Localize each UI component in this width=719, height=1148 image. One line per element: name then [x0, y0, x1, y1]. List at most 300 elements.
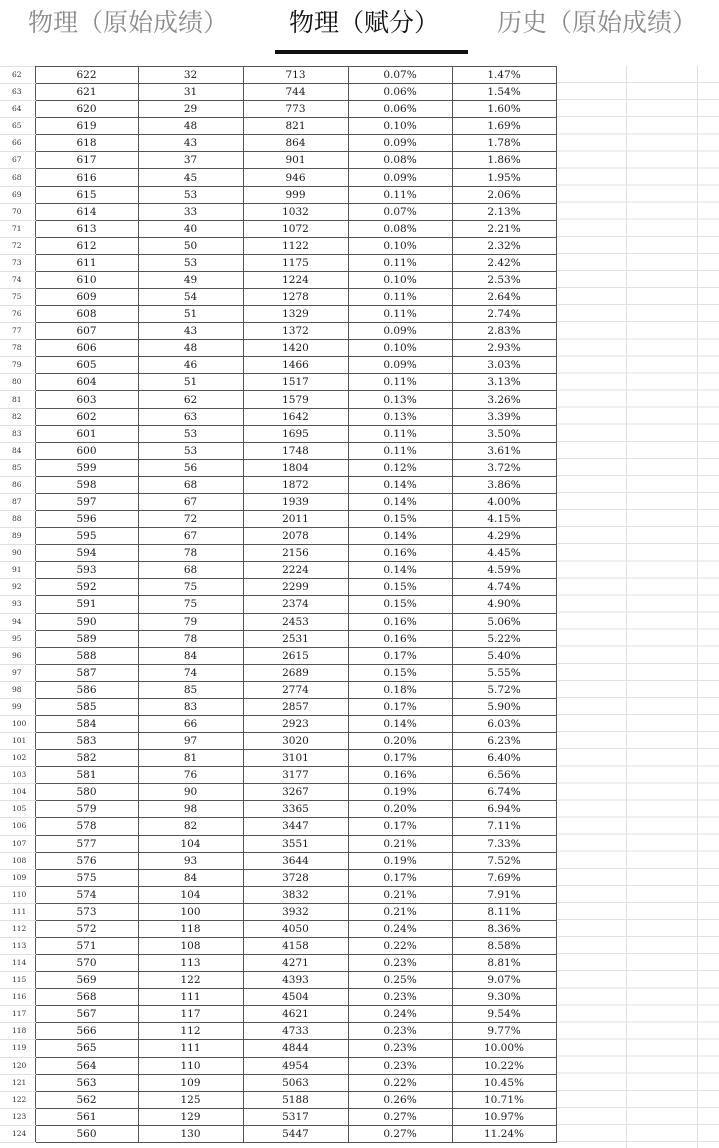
percent-cell[interactable]: 0.25% — [348, 972, 452, 989]
score-cell[interactable]: 587 — [35, 664, 138, 681]
cumulative-count-cell[interactable]: 1329 — [243, 306, 348, 323]
count-cell[interactable]: 81 — [138, 750, 243, 767]
score-cell[interactable]: 594 — [35, 545, 138, 562]
cumulative-percent-cell[interactable]: 7.69% — [452, 869, 556, 886]
score-cell[interactable]: 605 — [35, 357, 138, 374]
percent-cell[interactable]: 0.16% — [348, 545, 452, 562]
count-cell[interactable]: 54 — [138, 289, 243, 306]
tab-physics-raw[interactable]: 物理（原始成绩） — [28, 8, 229, 37]
score-cell[interactable]: 610 — [35, 271, 138, 288]
count-cell[interactable]: 51 — [138, 374, 243, 391]
cumulative-percent-cell[interactable]: 3.03% — [452, 357, 556, 374]
cumulative-count-cell[interactable]: 2224 — [243, 562, 348, 579]
cumulative-percent-cell[interactable]: 7.33% — [452, 835, 556, 852]
percent-cell[interactable]: 0.09% — [348, 135, 452, 152]
score-cell[interactable]: 571 — [35, 937, 138, 954]
cumulative-percent-cell[interactable]: 5.90% — [452, 698, 556, 715]
cumulative-count-cell[interactable]: 901 — [243, 152, 348, 169]
cumulative-percent-cell[interactable]: 8.81% — [452, 955, 556, 972]
cumulative-count-cell[interactable]: 1466 — [243, 357, 348, 374]
count-cell[interactable]: 82 — [138, 818, 243, 835]
cumulative-percent-cell[interactable]: 6.56% — [452, 767, 556, 784]
count-cell[interactable]: 98 — [138, 801, 243, 818]
cumulative-count-cell[interactable]: 713 — [243, 67, 348, 84]
cumulative-percent-cell[interactable]: 1.95% — [452, 169, 556, 186]
cumulative-percent-cell[interactable]: 2.13% — [452, 203, 556, 220]
score-cell[interactable]: 597 — [35, 493, 138, 510]
count-cell[interactable]: 110 — [138, 1057, 243, 1074]
count-cell[interactable]: 49 — [138, 271, 243, 288]
cumulative-count-cell[interactable]: 1278 — [243, 289, 348, 306]
cumulative-percent-cell[interactable]: 9.77% — [452, 1023, 556, 1040]
percent-cell[interactable]: 0.11% — [348, 374, 452, 391]
cumulative-count-cell[interactable]: 1072 — [243, 220, 348, 237]
score-cell[interactable]: 580 — [35, 784, 138, 801]
cumulative-count-cell[interactable]: 3728 — [243, 869, 348, 886]
cumulative-count-cell[interactable]: 744 — [243, 84, 348, 101]
count-cell[interactable]: 48 — [138, 118, 243, 135]
percent-cell[interactable]: 0.16% — [348, 630, 452, 647]
score-cell[interactable]: 609 — [35, 289, 138, 306]
cumulative-percent-cell[interactable]: 4.29% — [452, 528, 556, 545]
cumulative-count-cell[interactable]: 4621 — [243, 1006, 348, 1023]
cumulative-count-cell[interactable]: 4050 — [243, 920, 348, 937]
percent-cell[interactable]: 0.20% — [348, 801, 452, 818]
percent-cell[interactable]: 0.21% — [348, 886, 452, 903]
percent-cell[interactable]: 0.13% — [348, 408, 452, 425]
count-cell[interactable]: 32 — [138, 67, 243, 84]
score-cell[interactable]: 562 — [35, 1091, 138, 1108]
score-cell[interactable]: 607 — [35, 323, 138, 340]
count-cell[interactable]: 67 — [138, 493, 243, 510]
count-cell[interactable]: 122 — [138, 972, 243, 989]
cumulative-percent-cell[interactable]: 9.07% — [452, 972, 556, 989]
count-cell[interactable]: 118 — [138, 920, 243, 937]
percent-cell[interactable]: 0.15% — [348, 664, 452, 681]
cumulative-count-cell[interactable]: 2923 — [243, 715, 348, 732]
count-cell[interactable]: 104 — [138, 835, 243, 852]
count-cell[interactable]: 83 — [138, 698, 243, 715]
score-cell[interactable]: 577 — [35, 835, 138, 852]
score-cell[interactable]: 590 — [35, 613, 138, 630]
cumulative-count-cell[interactable]: 3020 — [243, 733, 348, 750]
percent-cell[interactable]: 0.17% — [348, 750, 452, 767]
cumulative-percent-cell[interactable]: 1.69% — [452, 118, 556, 135]
score-cell[interactable]: 565 — [35, 1040, 138, 1057]
cumulative-count-cell[interactable]: 2453 — [243, 613, 348, 630]
percent-cell[interactable]: 0.14% — [348, 476, 452, 493]
score-cell[interactable]: 602 — [35, 408, 138, 425]
cumulative-percent-cell[interactable]: 2.42% — [452, 254, 556, 271]
cumulative-percent-cell[interactable]: 1.86% — [452, 152, 556, 169]
cumulative-count-cell[interactable]: 1420 — [243, 340, 348, 357]
cumulative-percent-cell[interactable]: 10.00% — [452, 1040, 556, 1057]
percent-cell[interactable]: 0.10% — [348, 118, 452, 135]
score-cell[interactable]: 604 — [35, 374, 138, 391]
count-cell[interactable]: 108 — [138, 937, 243, 954]
percent-cell[interactable]: 0.11% — [348, 306, 452, 323]
cumulative-count-cell[interactable]: 4733 — [243, 1023, 348, 1040]
cumulative-count-cell[interactable]: 999 — [243, 186, 348, 203]
count-cell[interactable]: 63 — [138, 408, 243, 425]
count-cell[interactable]: 53 — [138, 442, 243, 459]
cumulative-count-cell[interactable]: 2857 — [243, 698, 348, 715]
percent-cell[interactable]: 0.23% — [348, 955, 452, 972]
cumulative-percent-cell[interactable]: 7.52% — [452, 852, 556, 869]
cumulative-count-cell[interactable]: 3101 — [243, 750, 348, 767]
percent-cell[interactable]: 0.24% — [348, 1006, 452, 1023]
count-cell[interactable]: 76 — [138, 767, 243, 784]
cumulative-count-cell[interactable]: 5317 — [243, 1108, 348, 1125]
score-cell[interactable]: 592 — [35, 579, 138, 596]
cumulative-percent-cell[interactable]: 4.90% — [452, 596, 556, 613]
count-cell[interactable]: 51 — [138, 306, 243, 323]
cumulative-percent-cell[interactable]: 7.11% — [452, 818, 556, 835]
score-cell[interactable]: 570 — [35, 955, 138, 972]
cumulative-percent-cell[interactable]: 5.06% — [452, 613, 556, 630]
cumulative-percent-cell[interactable]: 3.86% — [452, 476, 556, 493]
percent-cell[interactable]: 0.09% — [348, 169, 452, 186]
percent-cell[interactable]: 0.11% — [348, 186, 452, 203]
score-cell[interactable]: 582 — [35, 750, 138, 767]
count-cell[interactable]: 93 — [138, 852, 243, 869]
percent-cell[interactable]: 0.18% — [348, 681, 452, 698]
score-cell[interactable]: 599 — [35, 459, 138, 476]
cumulative-percent-cell[interactable]: 6.94% — [452, 801, 556, 818]
cumulative-count-cell[interactable]: 1872 — [243, 476, 348, 493]
score-cell[interactable]: 567 — [35, 1006, 138, 1023]
percent-cell[interactable]: 0.22% — [348, 1074, 452, 1091]
cumulative-percent-cell[interactable]: 4.45% — [452, 545, 556, 562]
percent-cell[interactable]: 0.22% — [348, 937, 452, 954]
score-cell[interactable]: 615 — [35, 186, 138, 203]
percent-cell[interactable]: 0.21% — [348, 835, 452, 852]
cumulative-count-cell[interactable]: 5447 — [243, 1125, 348, 1142]
count-cell[interactable]: 113 — [138, 955, 243, 972]
score-cell[interactable]: 573 — [35, 903, 138, 920]
cumulative-count-cell[interactable]: 3267 — [243, 784, 348, 801]
percent-cell[interactable]: 0.19% — [348, 852, 452, 869]
percent-cell[interactable]: 0.15% — [348, 596, 452, 613]
percent-cell[interactable]: 0.17% — [348, 818, 452, 835]
count-cell[interactable]: 62 — [138, 391, 243, 408]
score-cell[interactable]: 583 — [35, 733, 138, 750]
percent-cell[interactable]: 0.16% — [348, 613, 452, 630]
cumulative-percent-cell[interactable]: 11.24% — [452, 1125, 556, 1142]
count-cell[interactable]: 33 — [138, 203, 243, 220]
percent-cell[interactable]: 0.19% — [348, 784, 452, 801]
count-cell[interactable]: 84 — [138, 869, 243, 886]
cumulative-count-cell[interactable]: 1517 — [243, 374, 348, 391]
count-cell[interactable]: 46 — [138, 357, 243, 374]
cumulative-percent-cell[interactable]: 8.36% — [452, 920, 556, 937]
cumulative-count-cell[interactable]: 3644 — [243, 852, 348, 869]
percent-cell[interactable]: 0.14% — [348, 493, 452, 510]
cumulative-count-cell[interactable]: 1175 — [243, 254, 348, 271]
percent-cell[interactable]: 0.23% — [348, 1023, 452, 1040]
count-cell[interactable]: 78 — [138, 630, 243, 647]
percent-cell[interactable]: 0.09% — [348, 323, 452, 340]
score-cell[interactable]: 620 — [35, 101, 138, 118]
count-cell[interactable]: 45 — [138, 169, 243, 186]
percent-cell[interactable]: 0.14% — [348, 562, 452, 579]
count-cell[interactable]: 75 — [138, 579, 243, 596]
percent-cell[interactable]: 0.11% — [348, 254, 452, 271]
cumulative-count-cell[interactable]: 1695 — [243, 425, 348, 442]
cumulative-percent-cell[interactable]: 5.22% — [452, 630, 556, 647]
count-cell[interactable]: 125 — [138, 1091, 243, 1108]
percent-cell[interactable]: 0.06% — [348, 101, 452, 118]
score-cell[interactable]: 560 — [35, 1125, 138, 1142]
score-cell[interactable]: 600 — [35, 442, 138, 459]
score-cell[interactable]: 601 — [35, 425, 138, 442]
percent-cell[interactable]: 0.11% — [348, 289, 452, 306]
cumulative-count-cell[interactable]: 2374 — [243, 596, 348, 613]
percent-cell[interactable]: 0.21% — [348, 903, 452, 920]
score-cell[interactable]: 618 — [35, 135, 138, 152]
cumulative-count-cell[interactable]: 4954 — [243, 1057, 348, 1074]
percent-cell[interactable]: 0.08% — [348, 220, 452, 237]
cumulative-percent-cell[interactable]: 2.53% — [452, 271, 556, 288]
cumulative-percent-cell[interactable]: 6.03% — [452, 715, 556, 732]
percent-cell[interactable]: 0.20% — [348, 733, 452, 750]
cumulative-count-cell[interactable]: 2615 — [243, 647, 348, 664]
percent-cell[interactable]: 0.14% — [348, 528, 452, 545]
cumulative-percent-cell[interactable]: 5.40% — [452, 647, 556, 664]
cumulative-count-cell[interactable]: 4158 — [243, 937, 348, 954]
count-cell[interactable]: 56 — [138, 459, 243, 476]
score-cell[interactable]: 575 — [35, 869, 138, 886]
cumulative-percent-cell[interactable]: 5.55% — [452, 664, 556, 681]
cumulative-count-cell[interactable]: 2011 — [243, 511, 348, 528]
cumulative-percent-cell[interactable]: 10.97% — [452, 1108, 556, 1125]
count-cell[interactable]: 90 — [138, 784, 243, 801]
count-cell[interactable]: 67 — [138, 528, 243, 545]
cumulative-percent-cell[interactable]: 9.30% — [452, 989, 556, 1006]
percent-cell[interactable]: 0.07% — [348, 203, 452, 220]
count-cell[interactable]: 74 — [138, 664, 243, 681]
cumulative-percent-cell[interactable]: 2.32% — [452, 237, 556, 254]
percent-cell[interactable]: 0.08% — [348, 152, 452, 169]
count-cell[interactable]: 130 — [138, 1125, 243, 1142]
cumulative-count-cell[interactable]: 1122 — [243, 237, 348, 254]
cumulative-count-cell[interactable]: 3932 — [243, 903, 348, 920]
score-cell[interactable]: 584 — [35, 715, 138, 732]
cumulative-percent-cell[interactable]: 2.83% — [452, 323, 556, 340]
score-cell[interactable]: 589 — [35, 630, 138, 647]
score-cell[interactable]: 586 — [35, 681, 138, 698]
cumulative-percent-cell[interactable]: 4.74% — [452, 579, 556, 596]
cumulative-percent-cell[interactable]: 10.71% — [452, 1091, 556, 1108]
percent-cell[interactable]: 0.11% — [348, 442, 452, 459]
count-cell[interactable]: 43 — [138, 323, 243, 340]
cumulative-count-cell[interactable]: 2156 — [243, 545, 348, 562]
cumulative-count-cell[interactable]: 5188 — [243, 1091, 348, 1108]
count-cell[interactable]: 43 — [138, 135, 243, 152]
score-cell[interactable]: 563 — [35, 1074, 138, 1091]
count-cell[interactable]: 37 — [138, 152, 243, 169]
percent-cell[interactable]: 0.07% — [348, 67, 452, 84]
count-cell[interactable]: 31 — [138, 84, 243, 101]
score-cell[interactable]: 569 — [35, 972, 138, 989]
cumulative-percent-cell[interactable]: 10.22% — [452, 1057, 556, 1074]
cumulative-count-cell[interactable]: 3551 — [243, 835, 348, 852]
cumulative-percent-cell[interactable]: 2.64% — [452, 289, 556, 306]
cumulative-percent-cell[interactable]: 1.78% — [452, 135, 556, 152]
cumulative-percent-cell[interactable]: 1.60% — [452, 101, 556, 118]
cumulative-percent-cell[interactable]: 7.91% — [452, 886, 556, 903]
percent-cell[interactable]: 0.23% — [348, 1040, 452, 1057]
count-cell[interactable]: 129 — [138, 1108, 243, 1125]
count-cell[interactable]: 97 — [138, 733, 243, 750]
score-cell[interactable]: 621 — [35, 84, 138, 101]
cumulative-count-cell[interactable]: 4271 — [243, 955, 348, 972]
cumulative-count-cell[interactable]: 1224 — [243, 271, 348, 288]
percent-cell[interactable]: 0.10% — [348, 237, 452, 254]
percent-cell[interactable]: 0.12% — [348, 459, 452, 476]
count-cell[interactable]: 53 — [138, 425, 243, 442]
percent-cell[interactable]: 0.15% — [348, 511, 452, 528]
percent-cell[interactable]: 0.27% — [348, 1125, 452, 1142]
score-cell[interactable]: 572 — [35, 920, 138, 937]
cumulative-count-cell[interactable]: 2078 — [243, 528, 348, 545]
cumulative-percent-cell[interactable]: 3.26% — [452, 391, 556, 408]
score-cell[interactable]: 619 — [35, 118, 138, 135]
cumulative-percent-cell[interactable]: 2.21% — [452, 220, 556, 237]
count-cell[interactable]: 68 — [138, 476, 243, 493]
count-cell[interactable]: 29 — [138, 101, 243, 118]
count-cell[interactable]: 72 — [138, 511, 243, 528]
cumulative-count-cell[interactable]: 5063 — [243, 1074, 348, 1091]
score-cell[interactable]: 564 — [35, 1057, 138, 1074]
score-cell[interactable]: 561 — [35, 1108, 138, 1125]
tab-history-raw[interactable]: 历史（原始成绩） — [497, 8, 698, 37]
cumulative-percent-cell[interactable]: 2.06% — [452, 186, 556, 203]
score-cell[interactable]: 611 — [35, 254, 138, 271]
cumulative-percent-cell[interactable]: 4.15% — [452, 511, 556, 528]
count-cell[interactable]: 117 — [138, 1006, 243, 1023]
percent-cell[interactable]: 0.17% — [348, 698, 452, 715]
score-cell[interactable]: 578 — [35, 818, 138, 835]
percent-cell[interactable]: 0.13% — [348, 391, 452, 408]
cumulative-count-cell[interactable]: 1642 — [243, 408, 348, 425]
score-cell[interactable]: 616 — [35, 169, 138, 186]
percent-cell[interactable]: 0.16% — [348, 767, 452, 784]
cumulative-count-cell[interactable]: 1804 — [243, 459, 348, 476]
cumulative-count-cell[interactable]: 4504 — [243, 989, 348, 1006]
count-cell[interactable]: 53 — [138, 254, 243, 271]
cumulative-percent-cell[interactable]: 3.61% — [452, 442, 556, 459]
percent-cell[interactable]: 0.09% — [348, 357, 452, 374]
score-cell[interactable]: 591 — [35, 596, 138, 613]
score-cell[interactable]: 595 — [35, 528, 138, 545]
cumulative-percent-cell[interactable]: 8.11% — [452, 903, 556, 920]
cumulative-count-cell[interactable]: 3832 — [243, 886, 348, 903]
score-cell[interactable]: 579 — [35, 801, 138, 818]
cumulative-percent-cell[interactable]: 1.47% — [452, 67, 556, 84]
count-cell[interactable]: 68 — [138, 562, 243, 579]
cumulative-count-cell[interactable]: 4393 — [243, 972, 348, 989]
cumulative-percent-cell[interactable]: 9.54% — [452, 1006, 556, 1023]
percent-cell[interactable]: 0.14% — [348, 715, 452, 732]
cumulative-percent-cell[interactable]: 3.13% — [452, 374, 556, 391]
cumulative-percent-cell[interactable]: 3.72% — [452, 459, 556, 476]
score-cell[interactable]: 603 — [35, 391, 138, 408]
cumulative-percent-cell[interactable]: 6.40% — [452, 750, 556, 767]
cumulative-count-cell[interactable]: 3365 — [243, 801, 348, 818]
score-cell[interactable]: 574 — [35, 886, 138, 903]
cumulative-percent-cell[interactable]: 6.74% — [452, 784, 556, 801]
percent-cell[interactable]: 0.26% — [348, 1091, 452, 1108]
cumulative-percent-cell[interactable]: 6.23% — [452, 733, 556, 750]
cumulative-percent-cell[interactable]: 2.93% — [452, 340, 556, 357]
tab-physics-scaled[interactable]: 物理（赋分） — [289, 8, 440, 37]
percent-cell[interactable]: 0.23% — [348, 989, 452, 1006]
cumulative-count-cell[interactable]: 1032 — [243, 203, 348, 220]
cumulative-count-cell[interactable]: 1372 — [243, 323, 348, 340]
score-cell[interactable]: 566 — [35, 1023, 138, 1040]
cumulative-count-cell[interactable]: 3177 — [243, 767, 348, 784]
cumulative-count-cell[interactable]: 2774 — [243, 681, 348, 698]
cumulative-count-cell[interactable]: 1579 — [243, 391, 348, 408]
cumulative-count-cell[interactable]: 864 — [243, 135, 348, 152]
percent-cell[interactable]: 0.24% — [348, 920, 452, 937]
percent-cell[interactable]: 0.27% — [348, 1108, 452, 1125]
score-cell[interactable]: 606 — [35, 340, 138, 357]
score-cell[interactable]: 585 — [35, 698, 138, 715]
cumulative-count-cell[interactable]: 946 — [243, 169, 348, 186]
count-cell[interactable]: 100 — [138, 903, 243, 920]
percent-cell[interactable]: 0.15% — [348, 579, 452, 596]
percent-cell[interactable]: 0.17% — [348, 647, 452, 664]
score-cell[interactable]: 622 — [35, 67, 138, 84]
cumulative-percent-cell[interactable]: 5.72% — [452, 681, 556, 698]
cumulative-count-cell[interactable]: 4844 — [243, 1040, 348, 1057]
score-cell[interactable]: 617 — [35, 152, 138, 169]
count-cell[interactable]: 111 — [138, 989, 243, 1006]
score-cell[interactable]: 612 — [35, 237, 138, 254]
percent-cell[interactable]: 0.11% — [348, 425, 452, 442]
count-cell[interactable]: 53 — [138, 186, 243, 203]
cumulative-percent-cell[interactable]: 4.59% — [452, 562, 556, 579]
count-cell[interactable]: 85 — [138, 681, 243, 698]
cumulative-count-cell[interactable]: 2299 — [243, 579, 348, 596]
score-cell[interactable]: 593 — [35, 562, 138, 579]
score-cell[interactable]: 608 — [35, 306, 138, 323]
count-cell[interactable]: 40 — [138, 220, 243, 237]
score-cell[interactable]: 576 — [35, 852, 138, 869]
score-cell[interactable]: 613 — [35, 220, 138, 237]
score-cell[interactable]: 598 — [35, 476, 138, 493]
score-cell[interactable]: 596 — [35, 511, 138, 528]
cumulative-percent-cell[interactable]: 1.54% — [452, 84, 556, 101]
count-cell[interactable]: 104 — [138, 886, 243, 903]
cumulative-count-cell[interactable]: 2689 — [243, 664, 348, 681]
percent-cell[interactable]: 0.10% — [348, 340, 452, 357]
cumulative-count-cell[interactable]: 821 — [243, 118, 348, 135]
count-cell[interactable]: 78 — [138, 545, 243, 562]
count-cell[interactable]: 50 — [138, 237, 243, 254]
count-cell[interactable]: 75 — [138, 596, 243, 613]
percent-cell[interactable]: 0.17% — [348, 869, 452, 886]
count-cell[interactable]: 84 — [138, 647, 243, 664]
score-cell[interactable]: 614 — [35, 203, 138, 220]
count-cell[interactable]: 66 — [138, 715, 243, 732]
cumulative-count-cell[interactable]: 1939 — [243, 493, 348, 510]
cumulative-percent-cell[interactable]: 10.45% — [452, 1074, 556, 1091]
percent-cell[interactable]: 0.23% — [348, 1057, 452, 1074]
cumulative-count-cell[interactable]: 3447 — [243, 818, 348, 835]
